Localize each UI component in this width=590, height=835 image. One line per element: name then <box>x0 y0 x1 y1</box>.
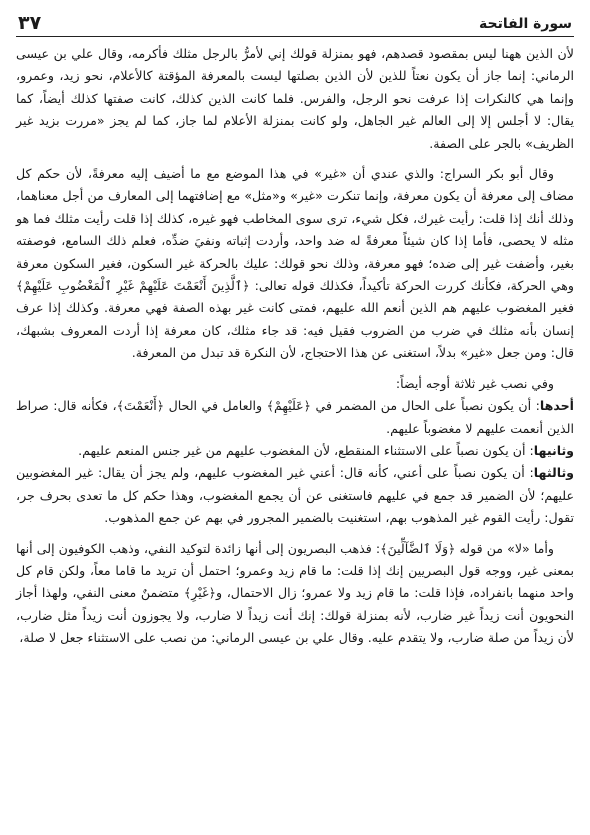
item-label: وثانيها <box>533 442 574 458</box>
list-item <box>16 395 574 440</box>
paragraph-3: وفي نصب غير ثلاثة أوجه أيضاً: <box>395 375 554 391</box>
item-text: : أن يكون نصباً على الحال من المضمر في ﴿عَلَيْهِمْ﴾ والعامل في الحال ﴿أَنْعَمْتَ﴾، فكأنه قال: صراط الذين أنعمت عليهم لا مغضوباً عليهم. <box>16 398 574 436</box>
chapter-title: سورة الفاتحة <box>479 16 572 32</box>
paragraph-2: وقال أبو بكر السراج: والذي عندي أن «غير» في هذا الموضع مع ما أضيف إليه معرفةً، لأن حكم كل مضاف إلى معرفة أن يكون معرفة، وإنما تنكرت «غير» و«مثل» مع إضافتهما إلى المعارف من أجل معناهما، وذلك أنك إذا قلت: رأيت غيرك، فكل شيء، ترى سوى المخاطب فهو غيره، كذلك إذا قلت رأيت مثلك فما هو مثله لا يحصى، فأما إذا كان شيئاً معرفةً له ضد واحد، وأردت إثباته ونفيَ ضدِّه، فعلم ذلك السامع، فوصفته بغير، وأضفت غير إلى ضده؛ فهو معرفة، وذلك نحو قولك: عليك بالحركة غير السكون، فغير السكون معرفة وهي الحركة، فكأنك كررت الحركة تأكيداً، فكذلك قوله تعالى: ﴿ٱلَّذِينَ أَنْعَمْتَ عَلَيْهِمْ غَيْرِ ٱلْمَغْضُوبِ عَلَيْهِمْ﴾ فغير المغضوب عليهم هم الذين أنعم الله عليهم، فمتى كانت غير بهذه الصفة فهي معرفة. وكذلك إذا عرف إنسان بأنه مثلك في ضرب من الضروب فقيل فيه: قد جاء مثلك، كان معرفة إذا أردت المعروف بشبهك، قال: ومن جعل «غير» بدلاً، استغنى عن هذا الاحتجاج، لأن النكرة قد تبدل من المعرفة. <box>16 166 574 361</box>
item-text: : أن يكون نصباً على الاستثناء المنقطع، لأن المغضوب عليهم من غير جنس المنعم عليهم. <box>78 442 534 458</box>
list-item <box>16 440 574 462</box>
item-label: وثالثها <box>533 465 574 481</box>
page-header <box>16 8 574 37</box>
item-text: : أن يكون نصباً على أعني، كأنه قال: أعني غير المغضوب عليهم، ولم يجز أن يقال: غير المغضوبين عليهم؛ لأن الضمير قد جمع في عليهم فاستغنى عن أن يجمع المغضوب، وهذا حكم كل ما تعدى بحرف جر، تقول: رأيت القوم غير المذهوب بهم، استغنيت بالضمير المجرور في بهم عن جمع المذهوب. <box>16 465 574 526</box>
closing-paragraph: وأما «لا» من قوله ﴿وَلَا ٱلضَّآلِّينَ﴾: فذهب البصريون إلى أنها زائدة لتوكيد النفي، وذهب الكوفيون إلى أنها بمعنى غير، ووجه قول البصريين إنك إذا قلت: ما قام زيد وعمرو؛ احتمل أن تريد ما قاما معاً، ولكن قام كل واحد منهما بانفراده، فإذا قلت: ما قام زيد ولا عمرو؛ زال الاحتمال، و﴿غَيْرِ﴾ متضمنٌ معنى النفي، ولهذا أجاز النحويون أنت زيداً غير ضارب، لأنه بمنزلة قولك: إنك أنت زيداً لا ضارب، ولا يجوزون أنت زيداً مثل ضارب، لأن زيداً من صلة ضارب، ولا يتقدم عليه. وقال علي بن عيسى الرماني: من نصب على الاستثناء جعل لا صلة، <box>16 540 574 646</box>
paragraph-1: لأن الذين ههنا ليس بمقصود قصدهم، فهو بمنزلة قولك إني لأمرُّ بالرجل مثلك فأكرمه، وقال علي بن عيسى الرماني: إنما جاز أن يكون نعتاً للذين لأن الذين بصلتها ليست بالمعرفة المؤقتة كالأعلام، نحو زيد، وعمرو، وإنما هي كالنكرات إذا عرفت نحو الرجل، والفرس. فلما كانت الذين كذلك، كانت صفتها كذلك أيضاً، كما يقال: لا أجلس إلا إلى العالم غير الجاهل، ولو كانت بمنزلة الأعلام لما جاز، كما لم يجز «مررت بزيد غير الظريف» بالجر على الصفة. <box>16 46 574 151</box>
page-body <box>16 37 574 650</box>
page-number: ٣٧ <box>18 12 42 34</box>
book-page <box>16 8 574 828</box>
list-item <box>16 462 574 529</box>
item-label: أحدها <box>539 398 574 414</box>
